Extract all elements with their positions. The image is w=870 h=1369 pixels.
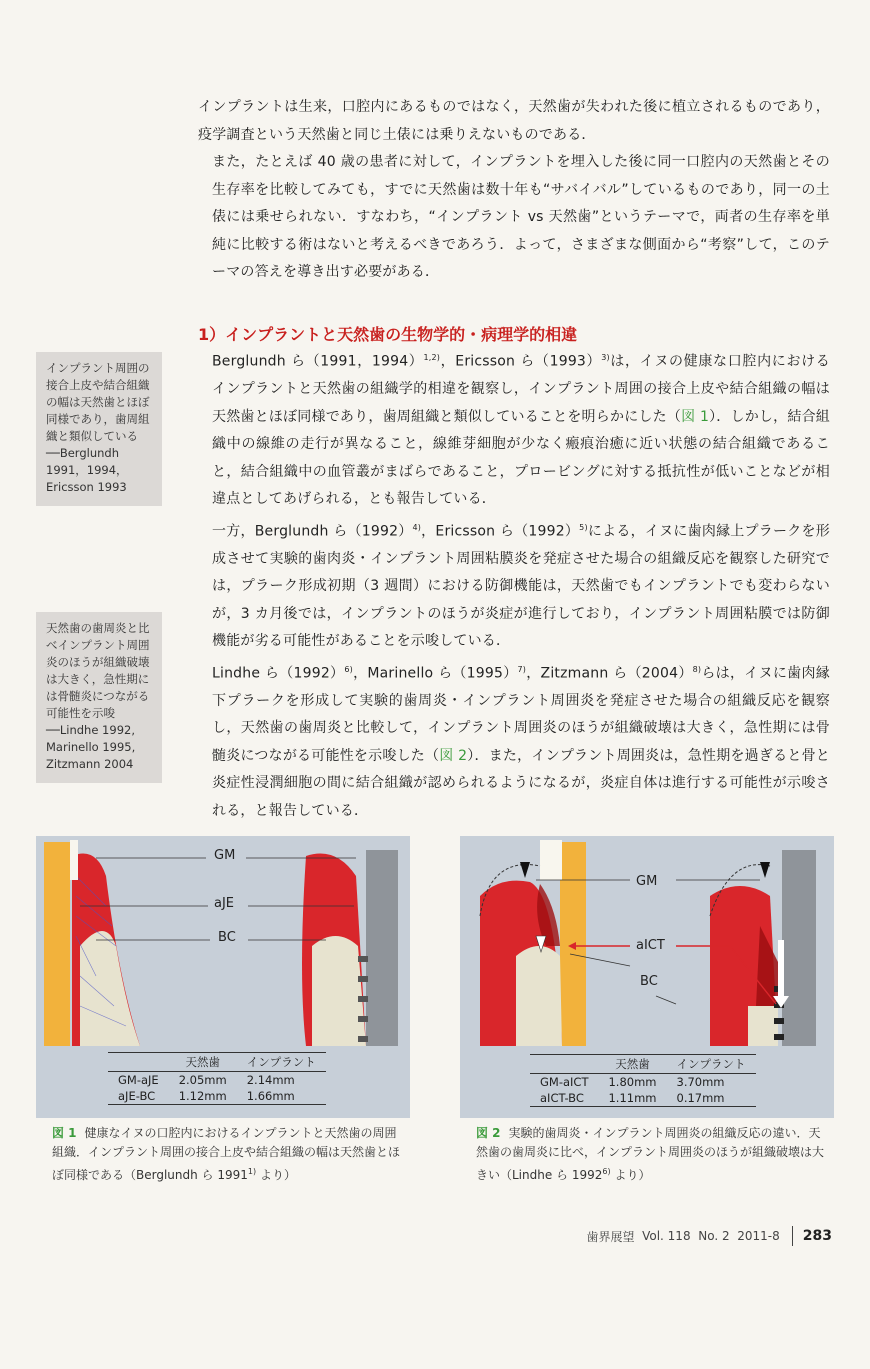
journal-date: 2011-8: [737, 1229, 780, 1243]
gm-arrow-right-icon: [760, 862, 770, 878]
journal-issue: No. 2: [698, 1229, 730, 1243]
table-row: GM-aJE 2.05mm 2.14mm: [118, 1073, 295, 1087]
bone-right: [748, 1006, 778, 1046]
label-gm: GM: [636, 874, 658, 889]
label-bc: BC: [218, 930, 236, 945]
margin-note-1: インプラント周囲の接合上皮や結合組織の幅は天然歯とほぼ同様であり，歯周組織と類似している ──Berglundh 1991，1994， Ericsson 1993: [36, 352, 162, 506]
label-aict: aICT: [636, 938, 665, 953]
figure-1-ref[interactable]: 図 1: [681, 408, 710, 425]
footer-divider: [792, 1226, 793, 1246]
bc-line-right: [656, 996, 676, 1004]
figure-2-ref[interactable]: 図 2: [439, 747, 468, 764]
table-row: aJE-BC 1.12mm 1.66mm: [108, 1088, 326, 1105]
intro-text: [198, 94, 830, 287]
tooth-crown: [540, 840, 562, 880]
tooth-crown: [70, 840, 78, 880]
bone-left: [80, 931, 140, 1046]
figure-1-table: 天然歯 インプラント GM-aJE 2.05mm 2.14mm aJE-BC 1.12mm 1.66mm: [108, 1052, 326, 1105]
figure-2: [460, 836, 834, 1118]
tooth-enamel: [44, 842, 70, 1046]
section-paragraph-3: Lindhe ら$(1992)^{6)}$，Marinello ら$(1995)^{7)}$，Zitzmann ら$(2004)^{8)}$らは，イヌに歯肉縁下プラークを形成して実験的歯周炎・インプラント周囲炎を発症させた場合の組織反応を観察し，天然歯の歯周炎と比較して，インプラント周囲炎のほうが組織破壊は大きく，急性期には骨髄炎につながる可能性を示唆した（図 2）．また，インプラント周囲炎は，急性期を過ぎると骨と炎症性浸潤細胞の間に結合組織が認められるようになるが，炎症自体は進行する可能性が示唆される，と報告している．: [212, 664, 830, 819]
label-bc: BC: [640, 974, 658, 989]
table-row: GM-aICT 1.80mm 3.70mm: [540, 1075, 725, 1089]
journal-name: 歯界展望: [586, 1229, 635, 1244]
implant-body: [366, 850, 398, 1046]
journal-volume: Vol. 118: [642, 1229, 691, 1243]
page-number: 283: [802, 1228, 832, 1244]
label-gm: GM: [214, 848, 236, 863]
figure-1-caption: 図 1 健康なイヌの口腔内におけるインプラントと天然歯の周囲組織．インプラント周囲の接合上皮や結合組織の幅は天然歯とほぼ同様である（Berglundh ら 1991$^{1)}$ より）: [52, 1126, 401, 1182]
figure-1: [36, 836, 410, 1118]
section-paragraph-1: Berglundh ら（1991，1994）$^{1,2)}$，Ericsson ら$(1993)^{3)}$は，イヌの健康な口腔内におけるインプラントと天然歯の組織学的相違を観察し，インプラント周囲の接合上皮や結合組織の幅は天然歯とほぼ同様であり，歯周組織と類似していることを明らかにした（図 1）．しかし，結合組織中の線維の走行が異なること，線維芽細胞が少なく瘢痕治癒に近い状態の結合組織であること，結合組織中の血管叢がまばらであること，プロービングに対する抵抗性が低いことなどが相違点としてあげられる，とも報告している．: [212, 353, 830, 508]
intro-paragraph-1: インプラントは生来，口腔内にあるものではなく，天然歯が失われた後に植立されるものであり，疫学調査という天然歯と同じ土俵には乗りえないものである．: [198, 99, 830, 143]
figure-2-table: 天然歯 インプラント GM-aICT 1.80mm 3.70mm aICT-BC 1.11mm 0.17mm: [530, 1054, 756, 1107]
intro-paragraph-2: また，たとえば 40 歳の患者に対して，インプラントを埋入した後に同一口腔内の天然歯とその生存率を比較してみても，すでに天然歯は数十年も“サバイバル”しているものであり，同一の土俵には乗せられない．すなわち，“インプラント vs 天然歯”というテーマで，両者の生存率を単純に比較する術はないと考えるべきであろう．よって，さまざまな側面から“考察”して，このテーマの答えを導き出す必要がある．: [212, 154, 830, 280]
gm-arrow-left-icon: [520, 862, 530, 878]
margin-note-2: 天然歯の歯周炎と比べインプラント周囲炎のほうが組織破壊は大きく，急性期には骨髄炎につながる可能性を示唆 ──Lindhe 1992, Marinello 1995, Zitzmann 2004: [36, 612, 162, 783]
section-heading: 1）インプラントと天然歯の生物学的・病理学的相違: [198, 325, 578, 344]
bc-arrow-right-bar: [778, 940, 784, 1000]
implant-body: [782, 850, 816, 1046]
margin-note-text: インプラント周囲の接合上皮や結合組織の幅は天然歯とほぼ同様であり，歯周組織と類似している: [46, 361, 150, 443]
bone-left: [516, 946, 562, 1046]
label-aje: aJE: [214, 896, 235, 911]
page-footer: [586, 1226, 832, 1246]
figure-2-caption: 図 2 実験的歯周炎・インプラント周囲炎の組織反応の違い．天然歯の歯周炎に比べ，インプラント周囲炎のほうが組織破壊は大きい（Lindhe ら 1992$^{6)}$ より）: [476, 1126, 825, 1182]
section-paragraph-2: 一方，Berglundh ら$(1992)^{4)}$，Ericsson ら$(1992)^{5)}$による，イヌに歯肉縁上プラークを形成させて実験的歯肉炎・インプラント周囲粘膜炎を発症させた場合の組織反応を観察した研究では，プラーク形成初期（3 週間）における防御機能は，天然歯でもインプラントでも変わらないが，3 カ月後では，インプラントのほうが炎症が進行しており，インプラント周囲粘膜では防御機能が劣る可能性があることを示唆している．: [212, 522, 831, 650]
table-row: aICT-BC 1.11mm 0.17mm: [530, 1090, 756, 1107]
margin-note-text: 天然歯の歯周炎と比べインプラント周囲炎のほうが組織破壊は大きく，急性期には骨髄炎につながる可能性を示唆: [46, 621, 150, 720]
bone-right: [312, 936, 366, 1046]
section-body: [198, 344, 830, 825]
